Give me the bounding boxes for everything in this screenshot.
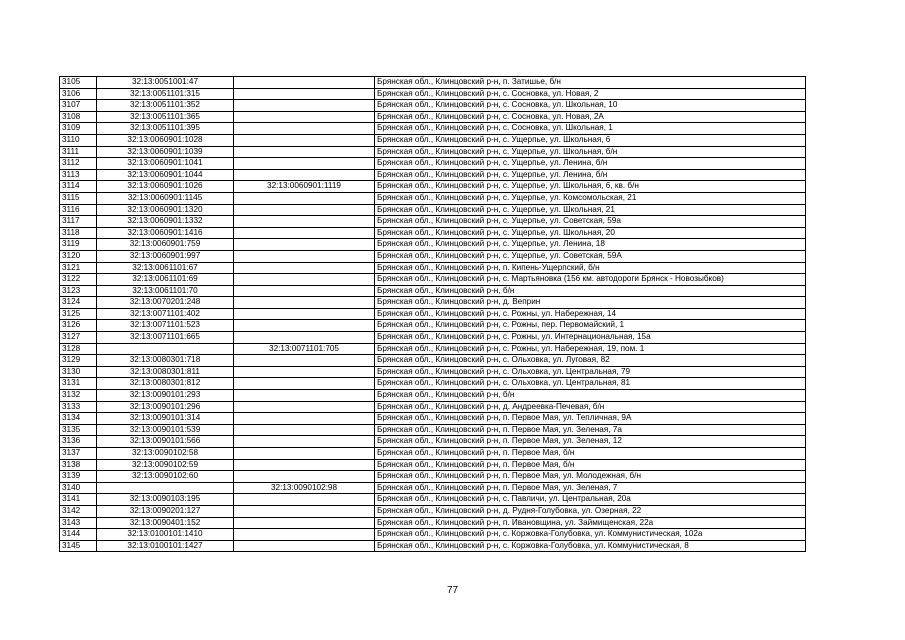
parent-cadastral-number-cell: [234, 262, 375, 274]
row-number-cell: 3125: [60, 308, 97, 320]
row-number-cell: 3109: [60, 123, 97, 135]
table-row: [60, 494, 806, 506]
table-row: [60, 250, 806, 262]
row-number-cell: 3114: [60, 181, 97, 193]
parent-cadastral-number-cell: [234, 274, 375, 286]
address-cell: Брянская обл., Клинцовский р-н, с. Ущерпье, ул. Ленина, б/н: [375, 158, 806, 170]
cadastral-number-cell: 32:13:0090102:60: [97, 471, 234, 483]
address-cell: Брянская обл., Клинцовский р-н, с. Ущерпье, ул. Комсомольская, 21: [375, 192, 806, 204]
table-row: [60, 158, 806, 170]
cadastral-number-cell: 32:13:0071101:665: [97, 332, 234, 344]
table-row: [60, 424, 806, 436]
table-row: [60, 343, 806, 355]
parent-cadastral-number-cell: [234, 320, 375, 332]
table-row: [60, 482, 806, 494]
address-cell: Брянская обл., Клинцовский р-н, с. Ущерпье, ул. Советская, 59А: [375, 250, 806, 262]
cadastral-number-cell: 32:13:0080301:718: [97, 355, 234, 367]
parent-cadastral-number-cell: [234, 297, 375, 309]
table-row: [60, 111, 806, 123]
row-number-cell: 3141: [60, 494, 97, 506]
cadastral-number-cell: 32:13:0060901:1332: [97, 216, 234, 228]
address-cell: Брянская обл., Клинцовский р-н, д. Рудня-Голубовка, ул. Озерная, 22: [375, 505, 806, 517]
cadastral-number-cell: 32:13:0051001:47: [97, 77, 234, 89]
table-row: [60, 134, 806, 146]
row-number-cell: 3105: [60, 77, 97, 89]
cadastral-number-cell: 32:13:0060901:1145: [97, 192, 234, 204]
address-cell: Брянская обл., Клинцовский р-н, с. Сосновка, ул. Школьная, 10: [375, 100, 806, 112]
row-number-cell: 3115: [60, 192, 97, 204]
table-row: [60, 320, 806, 332]
table-row: [60, 355, 806, 367]
row-number-cell: 3145: [60, 540, 97, 552]
address-cell: Брянская обл., Клинцовский р-н, с. Ущерпье, ул. Школьная, 20: [375, 227, 806, 239]
address-cell: Брянская обл., Клинцовский р-н, с. Павличи, ул. Центральная, 20а: [375, 494, 806, 506]
table-row: [60, 285, 806, 297]
parent-cadastral-number-cell: [234, 134, 375, 146]
row-number-cell: 3116: [60, 204, 97, 216]
parent-cadastral-number-cell: [234, 540, 375, 552]
cadastral-number-cell: 32:13:0060901:1041: [97, 158, 234, 170]
row-number-cell: 3107: [60, 100, 97, 112]
cadastral-number-cell: 32:13:0090101:314: [97, 413, 234, 425]
table-row: [60, 262, 806, 274]
cadastral-number-cell: [97, 482, 234, 494]
row-number-cell: 3135: [60, 424, 97, 436]
table-row: [60, 123, 806, 135]
address-cell: Брянская обл., Клинцовский р-н, с. Рожны, ул. Набережная, 19, пом. 1: [375, 343, 806, 355]
address-cell: Брянская обл., Клинцовский р-н, с. Ущерпье, ул. Ленина, 18: [375, 239, 806, 251]
address-cell: Брянская обл., Клинцовский р-н, с. Ущерпье, ул. Советская, 59а: [375, 216, 806, 228]
row-number-cell: 3122: [60, 274, 97, 286]
address-cell: Брянская обл., Клинцовский р-н, с. Ущерпье, ул. Школьная, 21: [375, 204, 806, 216]
table-row: [60, 100, 806, 112]
row-number-cell: 3124: [60, 297, 97, 309]
parent-cadastral-number-cell: [234, 158, 375, 170]
parent-cadastral-number-cell: [234, 146, 375, 158]
row-number-cell: 3143: [60, 517, 97, 529]
parent-cadastral-number-cell: [234, 123, 375, 135]
cadastral-number-cell: 32:13:0061101:69: [97, 274, 234, 286]
parent-cadastral-number-cell: [234, 204, 375, 216]
parent-cadastral-number-cell: [234, 494, 375, 506]
table-row: [60, 204, 806, 216]
row-number-cell: 3133: [60, 401, 97, 413]
address-cell: Брянская обл., Клинцовский р-н, п. Затишье, б/н: [375, 77, 806, 89]
parent-cadastral-number-cell: [234, 378, 375, 390]
address-cell: Брянская обл., Клинцовский р-н, с. Ущерпье, ул. Школьная, 6, кв. б/н: [375, 181, 806, 193]
address-cell: Брянская обл., Клинцовский р-н, с. Рожны, пер. Первомайский, 1: [375, 320, 806, 332]
cadastral-number-cell: 32:13:0100101:1410: [97, 529, 234, 541]
parent-cadastral-number-cell: [234, 332, 375, 344]
parent-cadastral-number-cell: [234, 216, 375, 228]
address-cell: Брянская обл., Клинцовский р-н, с. Ущерпье, ул. Школьная, 6: [375, 134, 806, 146]
cadastral-number-cell: 32:13:0060901:997: [97, 250, 234, 262]
cadastral-number-cell: 32:13:0090102:58: [97, 448, 234, 460]
table-row: [60, 378, 806, 390]
row-number-cell: 3128: [60, 343, 97, 355]
address-cell: Брянская обл., Клинцовский р-н, п. Первое Мая, ул. Молодежная, б/н: [375, 471, 806, 483]
parent-cadastral-number-cell: 32:13:0090102:98: [234, 482, 375, 494]
address-cell: Брянская обл., Клинцовский р-н, с. Сосновка, ул. Новая, 2: [375, 88, 806, 100]
row-number-cell: 3119: [60, 239, 97, 251]
row-number-cell: 3110: [60, 134, 97, 146]
address-cell: Брянская обл., Клинцовский р-н, с. Коржовка-Голубовка, ул. Коммунистическая, 102а: [375, 529, 806, 541]
registry-table: [59, 76, 806, 552]
table-row: [60, 390, 806, 402]
address-cell: Брянская обл., Клинцовский р-н, п. Первое Мая, б/н: [375, 459, 806, 471]
cadastral-number-cell: 32:13:0090101:539: [97, 424, 234, 436]
table-row: [60, 366, 806, 378]
parent-cadastral-number-cell: [234, 424, 375, 436]
cadastral-number-cell: 32:13:0060901:1416: [97, 227, 234, 239]
parent-cadastral-number-cell: [234, 471, 375, 483]
cadastral-number-cell: 32:13:0060901:1039: [97, 146, 234, 158]
table-row: [60, 459, 806, 471]
parent-cadastral-number-cell: [234, 401, 375, 413]
address-cell: Брянская обл., Клинцовский р-н, с. Рожны, ул. Набережная, 14: [375, 308, 806, 320]
table-row: [60, 181, 806, 193]
table-row: [60, 529, 806, 541]
table-row: [60, 517, 806, 529]
cadastral-number-cell: 32:13:0080301:812: [97, 378, 234, 390]
parent-cadastral-number-cell: 32:13:0060901:1119: [234, 181, 375, 193]
table-row: [60, 192, 806, 204]
address-cell: Брянская обл., Клинцовский р-н, д. Веприн: [375, 297, 806, 309]
parent-cadastral-number-cell: [234, 390, 375, 402]
row-number-cell: 3129: [60, 355, 97, 367]
table-row: [60, 540, 806, 552]
address-cell: Брянская обл., Клинцовский р-н, с. Ольховка, ул. Луговая, 82: [375, 355, 806, 367]
parent-cadastral-number-cell: [234, 88, 375, 100]
table-row: [60, 413, 806, 425]
row-number-cell: 3117: [60, 216, 97, 228]
row-number-cell: 3136: [60, 436, 97, 448]
cadastral-number-cell: [97, 343, 234, 355]
row-number-cell: 3106: [60, 88, 97, 100]
row-number-cell: 3139: [60, 471, 97, 483]
cadastral-number-cell: 32:13:0060901:1320: [97, 204, 234, 216]
cadastral-number-cell: 32:13:0060901:1026: [97, 181, 234, 193]
cadastral-number-cell: 32:13:0051101:315: [97, 88, 234, 100]
table-row: [60, 146, 806, 158]
parent-cadastral-number-cell: 32:13:0071101:705: [234, 343, 375, 355]
cadastral-number-cell: 32:13:0090102:59: [97, 459, 234, 471]
address-cell: Брянская обл., Клинцовский р-н, б/н: [375, 390, 806, 402]
parent-cadastral-number-cell: [234, 505, 375, 517]
row-number-cell: 3126: [60, 320, 97, 332]
address-cell: Брянская обл., Клинцовский р-н, с. Ольховка, ул. Центральная, 81: [375, 378, 806, 390]
parent-cadastral-number-cell: [234, 227, 375, 239]
table-row: [60, 274, 806, 286]
row-number-cell: 3108: [60, 111, 97, 123]
table-row: [60, 227, 806, 239]
row-number-cell: 3120: [60, 250, 97, 262]
cadastral-number-cell: 32:13:0090101:566: [97, 436, 234, 448]
row-number-cell: 3111: [60, 146, 97, 158]
address-cell: Брянская обл., Клинцовский р-н, п. Первое Мая, б/н: [375, 448, 806, 460]
parent-cadastral-number-cell: [234, 285, 375, 297]
row-number-cell: 3112: [60, 158, 97, 170]
cadastral-number-cell: 32:13:0061101:67: [97, 262, 234, 274]
cadastral-number-cell: 32:13:0090201:127: [97, 505, 234, 517]
cadastral-number-cell: 32:13:0080301:811: [97, 366, 234, 378]
row-number-cell: 3121: [60, 262, 97, 274]
table-row: [60, 401, 806, 413]
parent-cadastral-number-cell: [234, 517, 375, 529]
parent-cadastral-number-cell: [234, 448, 375, 460]
parent-cadastral-number-cell: [234, 413, 375, 425]
address-cell: Брянская обл., Клинцовский р-н, п. Ивановщина, ул. Займищенская, 22а: [375, 517, 806, 529]
table-row: [60, 448, 806, 460]
table-row: [60, 169, 806, 181]
address-cell: Брянская обл., Клинцовский р-н, с. Сосновка, ул. Новая, 2А: [375, 111, 806, 123]
parent-cadastral-number-cell: [234, 192, 375, 204]
cadastral-number-cell: 32:13:0051101:352: [97, 100, 234, 112]
address-cell: Брянская обл., Клинцовский р-н, п. Первое Мая, ул. Зеленая, 12: [375, 436, 806, 448]
parent-cadastral-number-cell: [234, 436, 375, 448]
row-number-cell: 3137: [60, 448, 97, 460]
row-number-cell: 3138: [60, 459, 97, 471]
cadastral-number-cell: 32:13:0060901:759: [97, 239, 234, 251]
row-number-cell: 3127: [60, 332, 97, 344]
cadastral-number-cell: 32:13:0060901:1028: [97, 134, 234, 146]
parent-cadastral-number-cell: [234, 250, 375, 262]
row-number-cell: 3134: [60, 413, 97, 425]
address-cell: Брянская обл., Клинцовский р-н, с. Ущерпье, ул. Школьная, б/н: [375, 146, 806, 158]
parent-cadastral-number-cell: [234, 111, 375, 123]
table-row: [60, 239, 806, 251]
cadastral-number-cell: 32:13:0090401:152: [97, 517, 234, 529]
parent-cadastral-number-cell: [234, 366, 375, 378]
table-row: [60, 77, 806, 89]
table-row: [60, 471, 806, 483]
parent-cadastral-number-cell: [234, 100, 375, 112]
address-cell: Брянская обл., Клинцовский р-н, п. Первое Мая, ул. Тепличная, 9А: [375, 413, 806, 425]
row-number-cell: 3130: [60, 366, 97, 378]
table-row: [60, 332, 806, 344]
table-row: [60, 308, 806, 320]
cadastral-number-cell: 32:13:0051101:365: [97, 111, 234, 123]
row-number-cell: 3123: [60, 285, 97, 297]
row-number-cell: 3131: [60, 378, 97, 390]
cadastral-number-cell: 32:13:0070201:248: [97, 297, 234, 309]
table-row: [60, 436, 806, 448]
address-cell: Брянская обл., Клинцовский р-н, с. Ущерпье, ул. Ленина, б/н: [375, 169, 806, 181]
cadastral-number-cell: 32:13:0071101:402: [97, 308, 234, 320]
row-number-cell: 3140: [60, 482, 97, 494]
page-number: 77: [446, 585, 459, 596]
row-number-cell: 3142: [60, 505, 97, 517]
address-cell: Брянская обл., Клинцовский р-н, с. Сосновка, ул. Школьная, 1: [375, 123, 806, 135]
address-cell: Брянская обл., Клинцовский р-н, п. Первое Мая, ул. Зеленая, 7а: [375, 424, 806, 436]
cadastral-number-cell: 32:13:0090101:293: [97, 390, 234, 402]
table-row: [60, 88, 806, 100]
address-cell: Брянская обл., Клинцовский р-н, б/н: [375, 285, 806, 297]
table-row: [60, 216, 806, 228]
row-number-cell: 3113: [60, 169, 97, 181]
address-cell: Брянская обл., Клинцовский р-н, п. Кипень-Ущерпский, б/н: [375, 262, 806, 274]
address-cell: Брянская обл., Клинцовский р-н, с. Коржовка-Голубовка, ул. Коммунистическая, 8: [375, 540, 806, 552]
table-row: [60, 505, 806, 517]
cadastral-number-cell: 32:13:0051101:395: [97, 123, 234, 135]
cadastral-number-cell: 32:13:0090103:195: [97, 494, 234, 506]
parent-cadastral-number-cell: [234, 355, 375, 367]
cadastral-number-cell: 32:13:0060901:1044: [97, 169, 234, 181]
cadastral-number-cell: 32:13:0090101:296: [97, 401, 234, 413]
parent-cadastral-number-cell: [234, 459, 375, 471]
parent-cadastral-number-cell: [234, 77, 375, 89]
cadastral-number-cell: 32:13:0061101:70: [97, 285, 234, 297]
parent-cadastral-number-cell: [234, 169, 375, 181]
parent-cadastral-number-cell: [234, 529, 375, 541]
cadastral-number-cell: 32:13:0100101:1427: [97, 540, 234, 552]
address-cell: Брянская обл., Клинцовский р-н, д. Андреевка-Печевая, б/н: [375, 401, 806, 413]
cadastral-number-cell: 32:13:0071101:523: [97, 320, 234, 332]
row-number-cell: 3132: [60, 390, 97, 402]
address-cell: Брянская обл., Клинцовский р-н, п. Первое Мая, ул. Зеленая, 7: [375, 482, 806, 494]
parent-cadastral-number-cell: [234, 308, 375, 320]
row-number-cell: 3144: [60, 529, 97, 541]
registry-table-body: [60, 77, 806, 552]
table-row: [60, 297, 806, 309]
address-cell: Брянская обл., Клинцовский р-н, с. Рожны, ул. Интернациональная, 15а: [375, 332, 806, 344]
parent-cadastral-number-cell: [234, 239, 375, 251]
address-cell: Брянская обл., Клинцовский р-н, с. Ольховка, ул. Центральная, 79: [375, 366, 806, 378]
row-number-cell: 3118: [60, 227, 97, 239]
address-cell: Брянская обл., Клинцовский р-н, с. Мартьяновка (156 км. автодороги Брянск - Новозыбков): [375, 274, 806, 286]
